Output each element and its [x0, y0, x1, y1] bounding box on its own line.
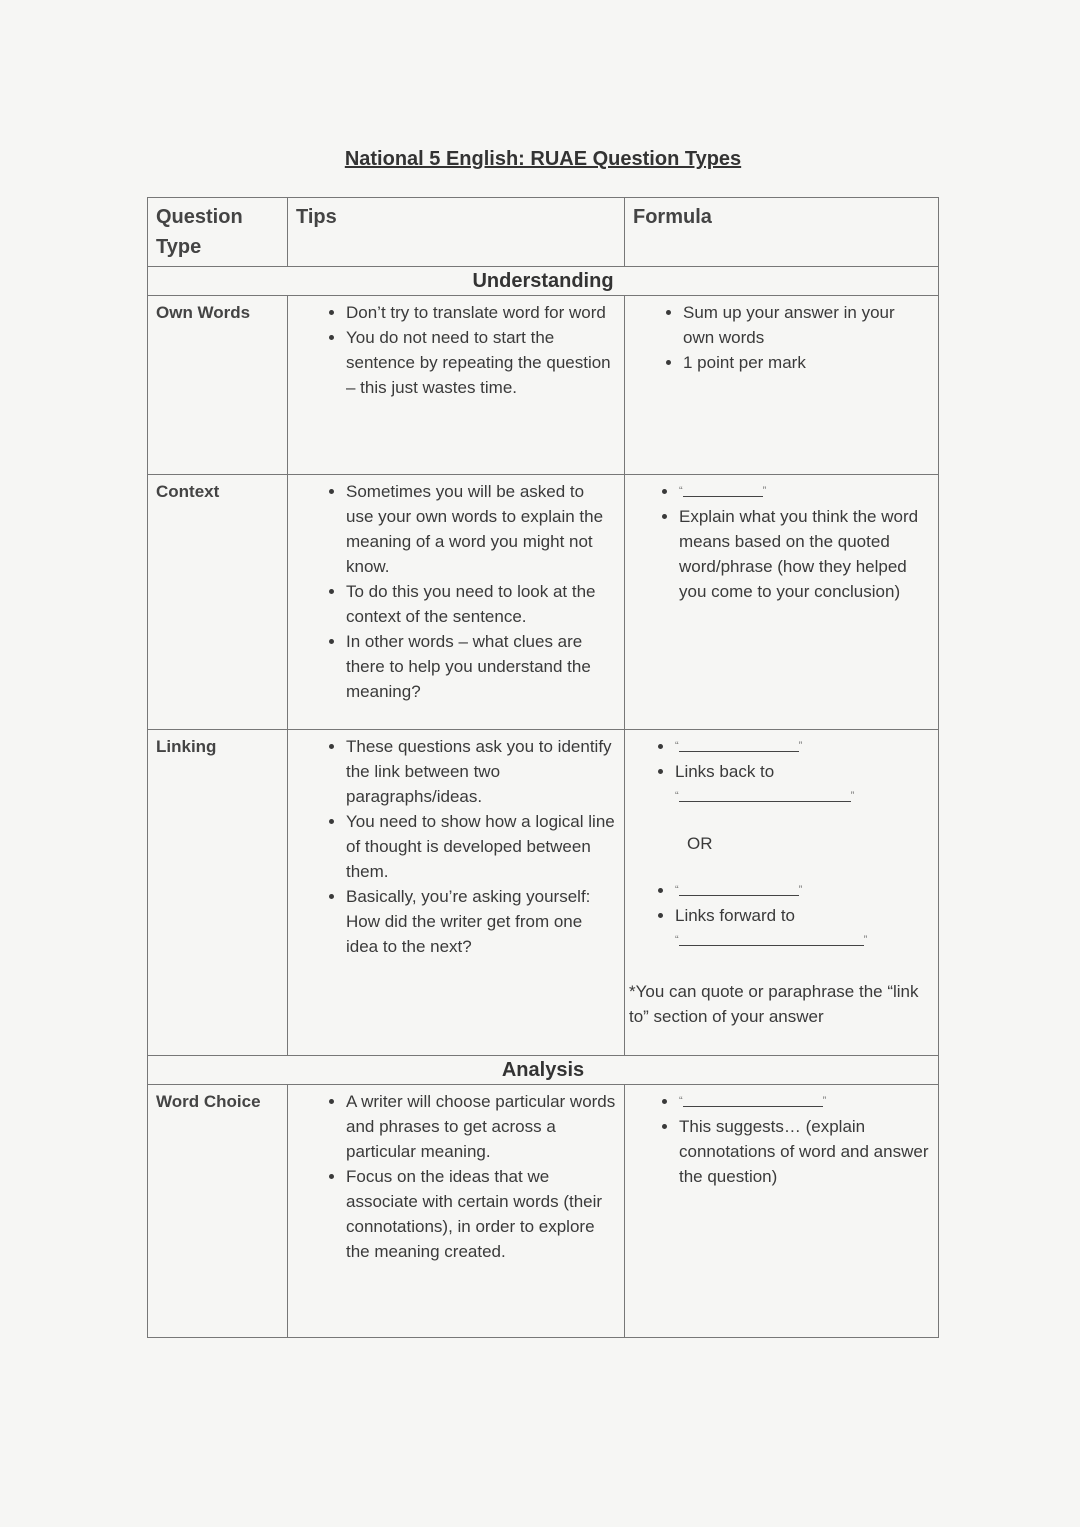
table-row-word-choice — [148, 1085, 939, 1338]
tip: • Focus on the ideas that we associate with certain words (their connotations), in order to explore the meaning created. — [346, 1164, 616, 1264]
tip: • Sometimes you will be asked to use your own words to explain the meaning of a word you might not know. — [346, 479, 616, 579]
tip: • Don’t try to translate word for word — [346, 300, 616, 325]
question-types-table — [147, 197, 939, 1338]
tip: • In other words – what clues are there to help you understand the meaning? — [346, 629, 616, 704]
table-row-context — [148, 475, 939, 730]
tip: • You do not need to start the sentence by repeating the question – this just wastes time. — [346, 325, 616, 400]
formula-item: • Explain what you think the word means based on the quoted word/phrase (how they helped you come to your conclusion) — [679, 504, 930, 604]
formula-item: • Sum up your answer in your own words — [683, 300, 930, 350]
tip: • Basically, you’re asking yourself: How did the writer get from one idea to the next? — [346, 884, 616, 959]
formula-links-back: • Links back to “ ” — [675, 759, 930, 809]
table-row-own-words — [148, 296, 939, 475]
tip: • A writer will choose particular words and phrases to get across a particular meaning. — [346, 1089, 616, 1164]
tip: • These questions ask you to identify the link between two paragraphs/ideas. — [346, 734, 616, 809]
formula-item: • This suggests… (explain connotations of word and answer the question) — [679, 1114, 930, 1189]
formula-note: *You can quote or paraphrase the “link to” section of your answer — [629, 982, 919, 1026]
question-type: Context — [148, 475, 288, 730]
header-row — [148, 198, 939, 267]
tip: • To do this you need to look at the context of the sentence. — [346, 579, 616, 629]
quote-blank: • “ ” — [675, 734, 930, 759]
tip: • You need to show how a logical line of thought is developed between them. — [346, 809, 616, 884]
formula-links-forward: • Links forward to “ ” — [675, 903, 930, 953]
formula-or: OR — [687, 834, 713, 853]
quote-blank: • “ ” — [679, 1089, 930, 1114]
question-type: Own Words — [148, 296, 288, 475]
document-title: National 5 English: RUAE Question Types — [344, 148, 742, 170]
question-type: Word Choice — [148, 1085, 288, 1338]
header-tips: Tips — [288, 198, 625, 267]
quote-blank: • “ ” — [679, 479, 930, 504]
quote-blank: • “ ” — [675, 878, 930, 903]
header-question-type: Question Type — [148, 198, 288, 267]
header-formula: Formula — [625, 198, 939, 267]
section-understanding: Understanding — [148, 267, 939, 296]
question-type: Linking — [148, 730, 288, 1056]
table-row-linking — [148, 730, 939, 1056]
section-analysis: Analysis — [148, 1056, 939, 1085]
formula-item: • 1 point per mark — [683, 350, 930, 375]
